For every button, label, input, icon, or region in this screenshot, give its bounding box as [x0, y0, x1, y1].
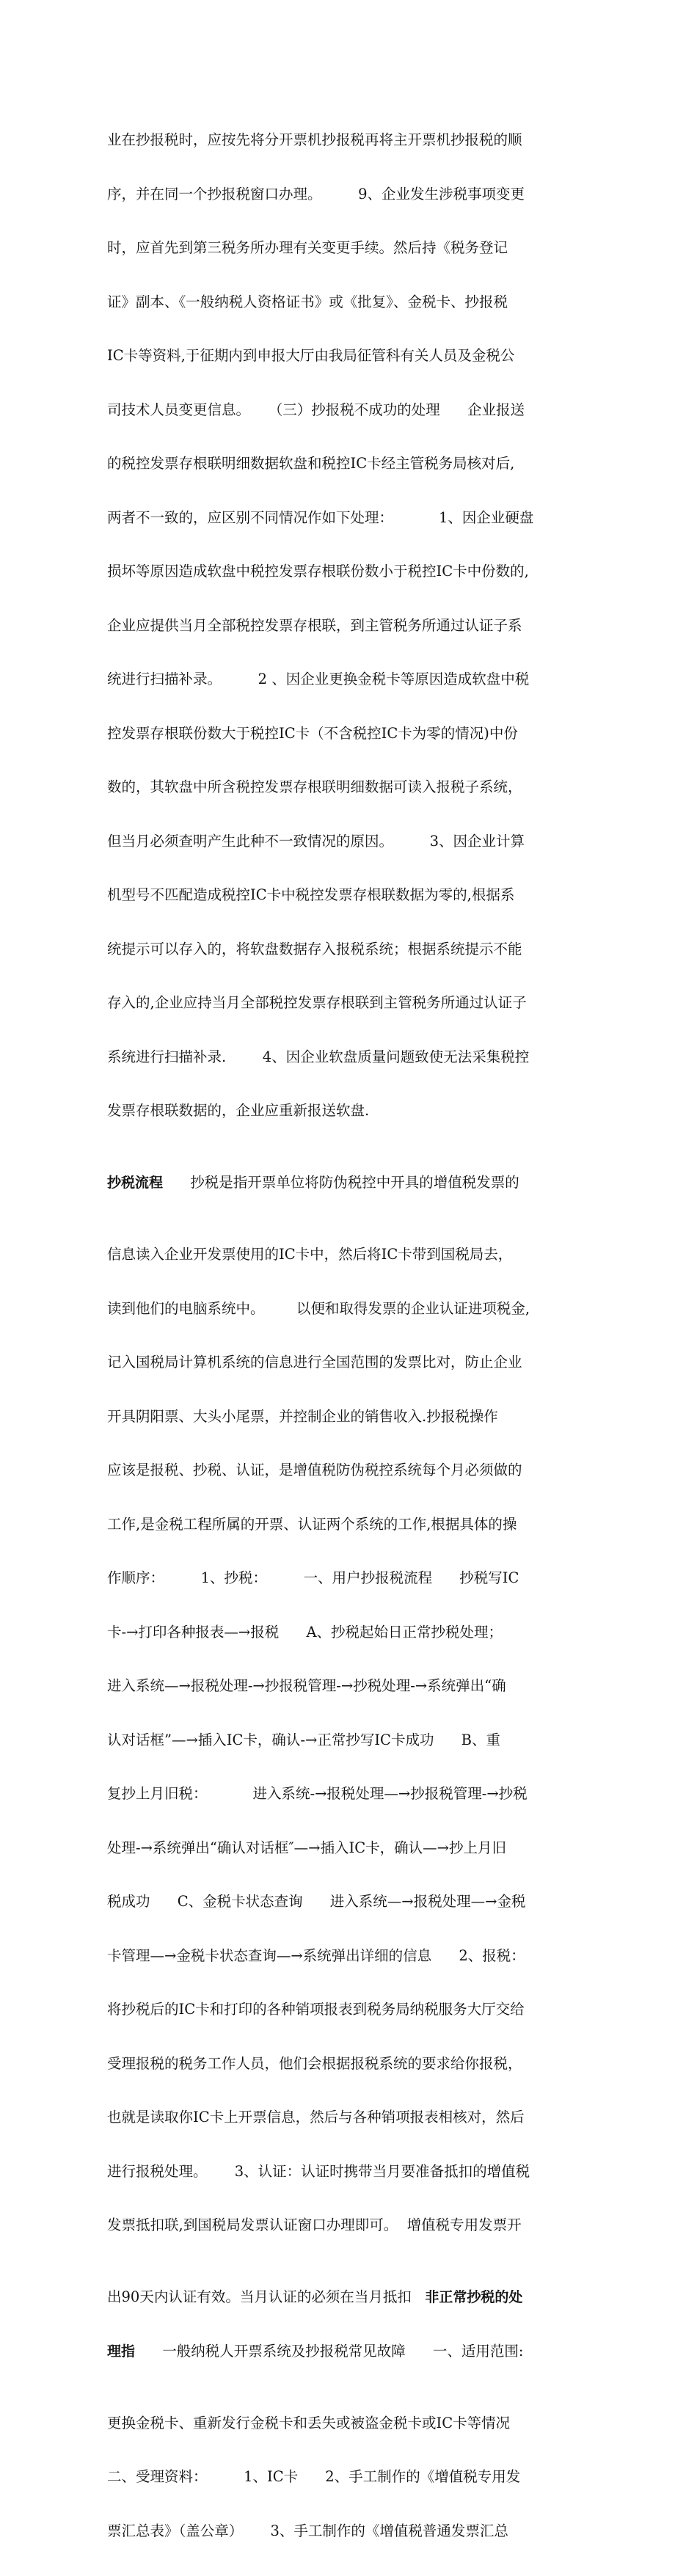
paragraph-line: 但当月必须查明产生此种不一致情况的原因。 3、因企业计算 [107, 832, 525, 850]
paragraph-text: 抄税是指开票单位将防伪税控中开具的增值税发票的 [163, 1174, 519, 1191]
paragraph-line: 司技术人员变更信息。 （三）抄报税不成功的处理 企业报送 [107, 401, 525, 418]
paragraph-line: 工作,是金税工程所属的开票、认证两个系统的工作,根据具体的操 [107, 1515, 517, 1533]
paragraph-line: 进行报税处理。 3、认证：认证时携带当月要准备抵扣的增值税 [107, 2162, 530, 2180]
paragraph-line: 序，并在同一个抄报税窗口办理。 9、企业发生涉税事项变更 [107, 185, 525, 202]
paragraph-line: 两者不一致的，应区别不同情况作如下处理： 1、因企业硬盘 [107, 508, 534, 526]
paragraph-line: 发票存根联数据的，企业应重新报送软盘. [107, 1102, 370, 1119]
section-heading-abnormal-copy-tax-cont: 理指 [107, 2343, 136, 2360]
paragraph-line: 票汇总表》（盖公章） 3、手工制作的《增值税普通发票汇总 [107, 2522, 508, 2539]
section-heading-line [107, 1174, 591, 1192]
section-heading-abnormal-copy-tax: 非正常抄税的处 [425, 2289, 523, 2305]
paragraph-line: 记入国税局计算机系统的信息进行全国范围的发票比对，防止企业 [107, 1354, 522, 1371]
paragraph-line: 进入系统—→报税处理-→抄报税管理-→抄税处理-→系统弹出“确 [107, 1677, 506, 1694]
paragraph-line: 认对话框”—→插入IC卡，确认-→正常抄写IC卡成功 B、重 [107, 1731, 501, 1748]
paragraph-line: 发票抵扣联,到国税局发票认证窗口办理即可。 增值税专用发票开 [107, 2216, 522, 2233]
paragraph-line: 控发票存根联份数大于税控IC卡（不含税控IC卡为零的情况)中份 [107, 724, 518, 742]
paragraph-line: 统进行扫描补录。 2 、因企业更换金税卡等原因造成软盘中税 [107, 671, 530, 687]
paragraph-line: 将抄税后的IC卡和打印的各种销项报表到税务局纳税服务大厅交给 [107, 2001, 525, 2018]
paragraph-line: 开具阴阳票、大头小尾票，并控制企业的销售收入.抄报税操作 [107, 1407, 498, 1425]
paragraph-line: 作顺序： 1、抄税： 一、用户抄报税流程 抄税写IC [107, 1569, 519, 1586]
paragraph-line: 系统进行扫描补录. 4、因企业软盘质量问题致使无法采集税控 [107, 1048, 530, 1065]
paragraph-line: 卡-→打印各种报表—→报税 A、抄税起始日正常抄税处理； [107, 1623, 503, 1641]
section-heading-line [107, 2343, 591, 2361]
paragraph-line: 损坏等原因造成软盘中税控发票存根联份数小于税控IC卡中份数的, [107, 563, 529, 580]
paragraph-line: 信息读入企业开发票使用的IC卡中，然后将IC卡带到国税局去， [107, 1246, 513, 1263]
paragraph-line: 复抄上月旧税： 进入系统-→报税处理—→抄报税管理-→抄税 [107, 1785, 528, 1802]
paragraph-line: 税成功 C、金税卡状态查询 进入系统—→报税处理—→金税 [107, 1893, 526, 1910]
paragraph-line: 存入的,企业应持当月全部税控发票存根联到主管税务所通过认证子 [107, 994, 527, 1011]
paragraph-line: 读到他们的电脑系统中。 以便和取得发票的企业认证进项税金, [107, 1299, 530, 1317]
paragraph-line: 证》副本、《一般纳税人资格证书》或《批复》、金税卡、抄报税 [107, 293, 508, 310]
paragraph-line: 也就是读取你IC卡上开票信息，然后与各种销项报表相核对，然后 [107, 2109, 525, 2126]
paragraph-line: 的税控发票存根联明细数据软盘和税控IC卡经主管税务局核对后, [107, 455, 515, 472]
paragraph-line: 时，应首先到第三税务所办理有关变更手续。然后持《税务登记 [107, 239, 508, 256]
paragraph-text: 出90天内认证有效。当月认证的必须在当月抵扣 [107, 2288, 426, 2305]
paragraph-line: 处理-→系统弹出“确认对话框″—→插入IC卡，确认—→抄上月旧 [107, 1839, 506, 1856]
paragraph-line: 应该是报税、抄税、认证，是增值税防伪税控系统每个月必须做的 [107, 1462, 522, 1478]
paragraph-line: 二、受理资料： 1、IC卡 2、手工制作的《增值税专用发 [107, 2468, 521, 2485]
paragraph-line: 数的，其软盘中所含税控发票存根联明细数据可读入报税子系统， [107, 778, 522, 795]
document-body [107, 95, 591, 2576]
section-heading-copy-tax-process: 抄税流程 [107, 1175, 164, 1191]
paragraph-line: IC卡等资料,于征期内到申报大厅由我局征管科有关人员及金税公 [107, 347, 515, 364]
paragraph-line: 统提示可以存入的，将软盘数据存入报税系统；根据系统提示不能 [107, 940, 522, 957]
section-heading-line [107, 2288, 591, 2307]
paragraph-line: 业在抄报税时，应按先将分开票机抄报税再将主开票机抄报税的顺 [107, 131, 522, 148]
paragraph-line: 卡管理—→金税卡状态查询—→系统弹出详细的信息 2、报税： [107, 1946, 525, 1964]
paragraph-text: 一般纳税人开票系统及抄报税常见故障 一、适用范围: [135, 2342, 524, 2360]
paragraph-line: 更换金税卡、重新发行金税卡和丢失或被盗金税卡或IC卡等情况 [107, 2414, 511, 2431]
paragraph-line: 机型号不匹配造成税控IC卡中税控发票存根联数据为零的,根据系 [107, 886, 515, 903]
paragraph-line: 受理报税的税务工作人员，他们会根据报税系统的要求给你报税， [107, 2054, 522, 2072]
paragraph-line: 企业应提供当月全部税控发票存根联，到主管税务所通过认证子系 [107, 616, 522, 634]
